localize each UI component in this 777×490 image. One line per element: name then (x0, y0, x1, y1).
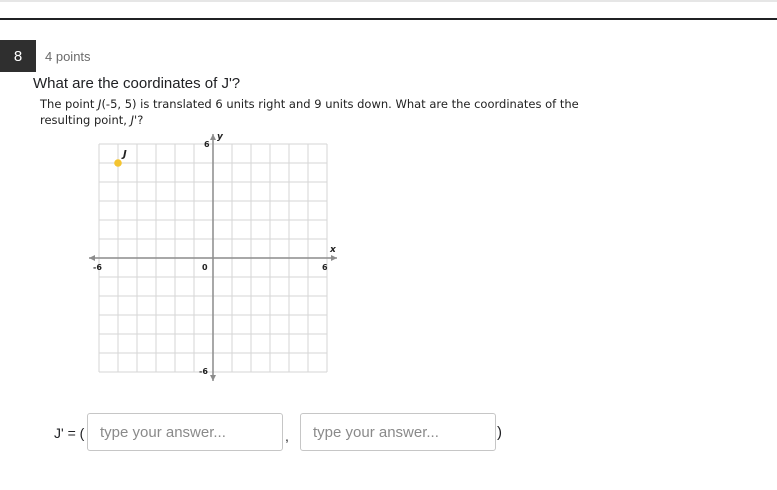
y-coordinate-input[interactable] (300, 413, 496, 451)
problem-statement (40, 96, 620, 128)
point-j-marker (114, 159, 122, 167)
problem-text-part2: (-5, 5) is translated 6 units right and 9 units down. What are the coordinates of the resulting point, (40, 97, 579, 127)
x-axis-left-arrow (89, 255, 95, 261)
coordinate-grid (80, 128, 340, 383)
y-max-tick-label: 6 (204, 140, 210, 149)
answer-prefix: J' = ( (54, 425, 85, 441)
y-axis-up-arrow (210, 134, 216, 140)
y-axis-down-arrow (210, 375, 216, 381)
x-coordinate-input[interactable] (87, 413, 283, 451)
x-axis-right-arrow (331, 255, 337, 261)
answer-closing-paren: ) (497, 424, 502, 441)
x-max-tick-label: 6 (322, 263, 328, 272)
point-j-label: J (123, 149, 127, 160)
top-border-light (0, 0, 777, 2)
x-axis-label: x (330, 245, 336, 255)
question-points: 4 points (45, 49, 91, 64)
problem-text-part1: The point (40, 97, 99, 111)
origin-label: 0 (202, 263, 208, 272)
y-min-tick-label: -6 (199, 367, 208, 376)
question-title: What are the coordinates of J'? (33, 75, 241, 92)
x-min-tick-label: -6 (93, 263, 102, 272)
y-axis-label: y (217, 132, 223, 142)
question-number-badge: 8 (0, 40, 36, 72)
problem-result-name: J' (130, 113, 138, 127)
problem-text-part3: ? (137, 113, 144, 127)
answer-separator: , (285, 428, 289, 444)
problem-point-name: J (98, 97, 102, 111)
top-border (0, 18, 777, 20)
